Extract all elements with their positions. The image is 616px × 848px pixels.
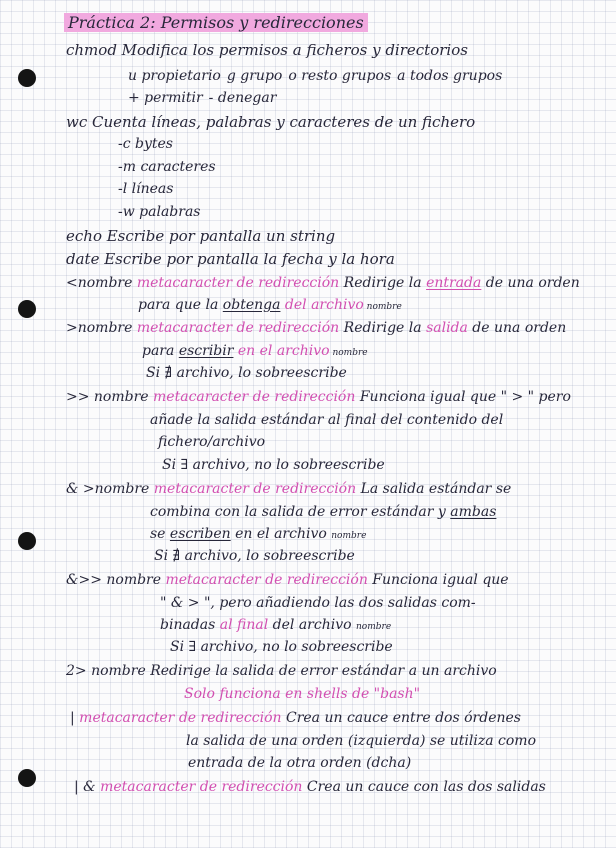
- note-text: en el archivo: [237, 343, 330, 359]
- note-line-chmod-groups: [128, 66, 502, 86]
- note-text: escriben: [169, 526, 231, 542]
- note-line-chmod-perms: [128, 88, 276, 108]
- note-line-chmod: [66, 40, 468, 60]
- note-text: a todos grupos: [397, 68, 503, 84]
- note-line-both-redir-note: [154, 546, 355, 566]
- note-line-both-append-redir-cont2: [160, 615, 391, 637]
- note-text: añade la salida estándar al final del contenido del: [150, 412, 504, 428]
- note-text: 2> nombre Redirige la salida de error estándar a un archivo: [66, 663, 497, 679]
- note-text: " & > ", pero añadiendo las dos salidas com-: [160, 595, 476, 611]
- note-text: &>> nombre: [66, 572, 166, 588]
- note-line-append-redir-cont: [150, 410, 503, 430]
- note-text: g grupo: [226, 68, 283, 84]
- binder-hole: [18, 769, 36, 787]
- note-text: para: [142, 343, 179, 359]
- note-line-append-redir-cont2: [158, 432, 265, 452]
- note-line-stderr-redir: [66, 661, 497, 681]
- note-line-echo: [66, 226, 335, 246]
- note-text: >nombre: [66, 320, 137, 336]
- note-line-both-redir-cont: [150, 502, 496, 522]
- note-line-output-redir-note: [146, 363, 347, 383]
- note-text: -m caracteres: [118, 159, 216, 175]
- note-text: metacaracter de redirección: [136, 320, 340, 336]
- note-line-pipe: [70, 708, 521, 728]
- note-text: de una orden: [467, 320, 567, 336]
- note-text: se: [150, 526, 170, 542]
- note-line-pipe-both: [74, 777, 546, 797]
- note-text: en el archivo: [230, 526, 332, 542]
- note-text: chmod Modifica los permisos a ficheros y directorios: [66, 41, 468, 59]
- note-text: la salida de una orden (izquierda) se utiliza como: [186, 733, 536, 749]
- note-text: Redirige la: [339, 320, 427, 336]
- note-text: echo Escribe por pantalla un string: [66, 227, 336, 245]
- note-text: Si ∃ archivo, no lo sobreescribe: [162, 457, 385, 473]
- note-line-both-redir: [66, 479, 511, 499]
- note-text: de una orden: [481, 275, 580, 291]
- note-line-both-append-redir: [66, 570, 509, 590]
- note-text: -w palabras: [118, 204, 201, 220]
- note-line-wc-m: [118, 157, 216, 177]
- note-line-both-append-redir-note: [170, 637, 393, 657]
- note-text: + permitir: [128, 90, 203, 106]
- note-text: Solo funciona en shells de "bash": [184, 686, 421, 702]
- note-text: - denegar: [208, 90, 277, 106]
- note-text: Si ∄ archivo, lo sobreescribe: [146, 365, 347, 381]
- note-text: metacaracter de redirección: [153, 389, 356, 405]
- note-text: |: [70, 710, 80, 726]
- note-text: escribir: [178, 343, 234, 359]
- note-text: | &: [74, 779, 101, 795]
- binder-hole: [18, 69, 36, 87]
- note-text: metacaracter de redirección: [165, 572, 368, 588]
- note-text: <nombre: [66, 275, 137, 291]
- note-text: o resto grupos: [288, 68, 392, 84]
- note-text: Funciona igual que " > " pero: [355, 389, 571, 405]
- page-title: [64, 13, 368, 33]
- note-line-output-redir-cont: [142, 341, 368, 363]
- note-text: nombre: [363, 302, 402, 312]
- note-text: metacaracter de redirección: [153, 481, 357, 497]
- note-text: metacaracter de redirección: [79, 710, 282, 726]
- note-line-append-redir-note: [162, 455, 385, 475]
- note-text: metacaracter de redirección: [136, 275, 340, 291]
- note-text: Redirige la: [339, 275, 427, 291]
- note-line-pipe-cont: [186, 731, 536, 751]
- note-text: fichero/archivo: [158, 434, 266, 450]
- note-text: salida: [426, 320, 468, 336]
- note-line-stderr-redir-note: [184, 684, 420, 704]
- note-text: date Escribe por pantalla la fecha y la hora: [66, 250, 395, 268]
- note-text: -l líneas: [118, 181, 174, 197]
- note-text: & >nombre: [66, 481, 154, 497]
- note-line-pipe-cont2: [188, 753, 411, 773]
- note-text: entrada: [426, 275, 482, 291]
- note-text: Si ∃ archivo, no lo sobreescribe: [170, 639, 393, 655]
- note-text: Práctica 2: Permisos y redirecciones: [64, 13, 368, 32]
- note-text: -c bytes: [118, 136, 173, 152]
- note-text: >> nombre: [66, 389, 154, 405]
- note-text: combina con la salida de error estándar y: [150, 504, 451, 520]
- note-line-both-redir-cont2: [150, 524, 366, 546]
- note-line-wc-c: [118, 134, 173, 154]
- note-line-input-redir-cont: [138, 295, 402, 317]
- note-line-both-append-redir-cont: [160, 593, 476, 613]
- note-text: Si ∄ archivo, lo sobreescribe: [154, 548, 355, 564]
- note-line-date: [66, 249, 395, 269]
- note-line-append-redir: [66, 387, 571, 407]
- note-line-input-redir: [66, 273, 580, 293]
- note-text: binadas: [160, 617, 220, 633]
- note-line-wc: [66, 112, 475, 132]
- binder-hole: [18, 532, 36, 550]
- note-text: wc Cuenta líneas, palabras y caracteres de un fichero: [66, 113, 476, 131]
- note-text: nombre: [329, 348, 368, 358]
- note-text: del archivo: [268, 617, 356, 633]
- note-text: al final: [219, 617, 269, 633]
- note-text: u propietario: [128, 68, 221, 84]
- note-text: Crea un cauce entre dos órdenes: [281, 710, 521, 726]
- note-line-wc-w: [118, 202, 200, 222]
- note-text: ambas: [450, 504, 497, 520]
- note-line-output-redir: [66, 318, 566, 338]
- note-text: nombre: [356, 622, 392, 632]
- note-text: nombre: [331, 531, 367, 541]
- note-text: metacaracter de redirección: [100, 779, 303, 795]
- note-line-wc-l: [118, 179, 173, 199]
- note-text: Funciona igual que: [367, 572, 509, 588]
- note-text: obtenga: [222, 297, 281, 313]
- note-text: Crea un cauce con las dos salidas: [302, 779, 546, 795]
- note-text: entrada de la otra orden (dcha): [188, 755, 412, 771]
- note-text: del archivo: [284, 297, 364, 313]
- note-text: La salida estándar se: [356, 481, 512, 497]
- note-text: para que la: [138, 297, 223, 313]
- binder-hole: [18, 300, 36, 318]
